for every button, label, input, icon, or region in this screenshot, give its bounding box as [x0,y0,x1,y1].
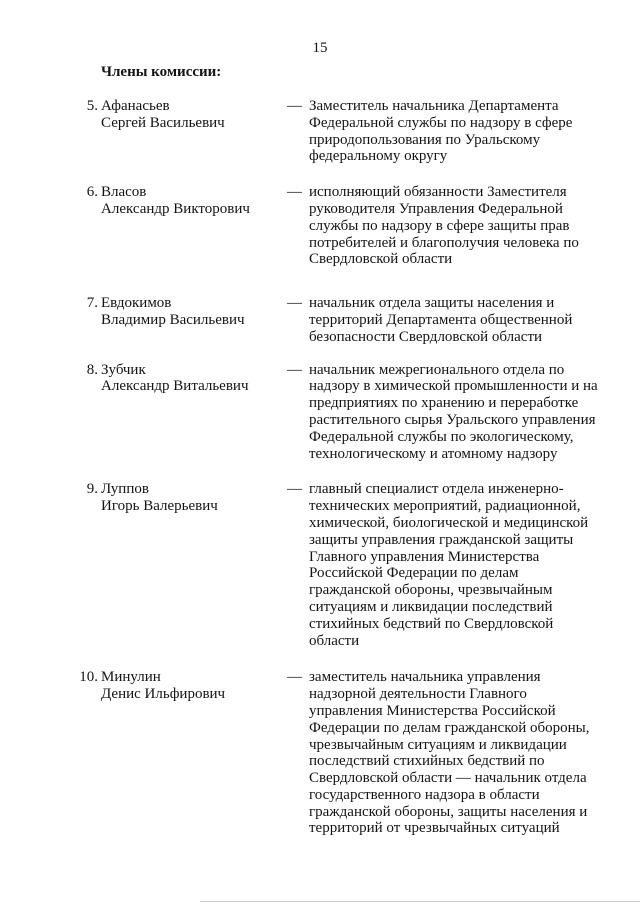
member-name [101,669,281,703]
member-item [0,98,640,165]
member-dash: — [287,295,302,312]
member-surname: Власов [101,184,147,201]
member-item [0,481,640,649]
member-dash: — [287,184,302,201]
member-number: 5. [86,98,98,114]
member-number: 6. [86,184,98,201]
member-name [101,362,281,396]
member-position: заместитель начальника управления надзорной деятельности Главного управления Министерства Российской Федерации по делам гражданской обороны, чрезвычайным ситуациям и ликвидации последствий стихийных бедствий по Свердловской области — начальник отдела государственного надзора в области гражданской обороны, защиты населения и территорий от чрезвычайных ситуаций [309,669,590,837]
member-given-names: Александр Викторович [101,200,250,217]
member-item [0,362,640,463]
member-position: начальник межрегионального отдела по надзору в химической промышленности и на предприятиях по хранению и переработке растительного сырья Уральского управления Федеральной службы по экологическому, технологическому и атомному надзору [309,361,598,462]
member-position: исполняющий обязанности Заместителя руководителя Управления Федеральной службы по надзору в сфере защиты прав потребителей и благополучия человека по Свердловской области [309,184,579,268]
member-name [101,184,281,218]
member-given-names: Сергей Васильевич [101,114,225,131]
member-item [0,669,640,837]
member-given-names: Денис Ильфирович [101,686,226,703]
member-surname: Евдокимов [101,295,172,312]
member-dash: — [287,481,302,498]
member-surname: Луппов [101,481,149,498]
member-number: 8. [86,361,98,378]
member-name [101,98,281,132]
page-edge-line [200,901,640,902]
member-surname: Зубчик [101,361,146,378]
member-list [0,98,640,837]
member-position: главный специалист отдела инженерно-технических мероприятий, радиационной, химической, биологической и медицинской защиты управления гражданской защиты Главного управления Министерства Российской Федерации по делам гражданской обороны, чрезвычайным ситуациям и ликвидации последствий стихийных бедствий по Свердловской области [309,481,589,649]
member-number: 10. [79,669,98,686]
member-given-names: Владимир Васильевич [101,311,245,328]
member-given-names: Александр Витальевич [101,378,249,395]
member-number: 7. [86,295,98,312]
member-item [0,295,640,345]
member-dash: — [287,669,302,686]
member-dash: — [287,361,302,378]
member-surname: Минулин [101,669,161,686]
member-name [101,481,281,515]
member-item [0,184,640,268]
member-given-names: Игорь Валерьевич [101,498,218,515]
section-heading: Члены комиссии: [101,64,222,80]
member-position: Заместитель начальника Департамента Федеральной службы по надзору в сфере природопользования по Уральскому федеральному округу [309,98,573,165]
page-number: 15 [312,40,328,56]
member-dash: — [287,98,302,114]
member-number: 9. [86,481,98,498]
member-surname: Афанасьев [101,98,170,114]
member-position: начальник отдела защиты населения и территорий Департамента общественной безопасности Свердловской области [309,295,573,345]
member-name [101,295,281,329]
